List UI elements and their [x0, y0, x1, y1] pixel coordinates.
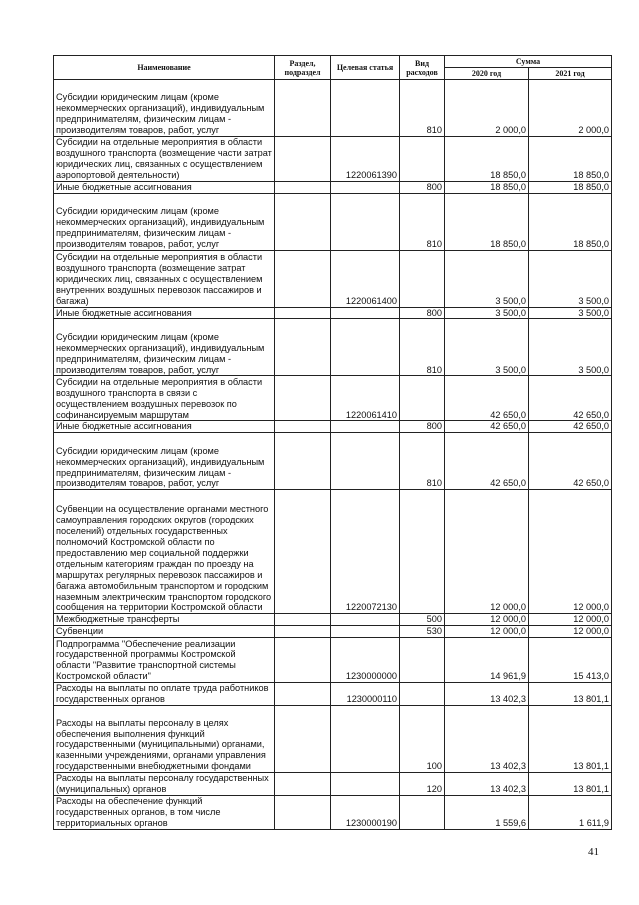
- table-row: [54, 319, 612, 376]
- table-row: [54, 706, 612, 773]
- header-name: Наименование: [54, 56, 275, 80]
- row-type-cell: 800: [400, 421, 445, 433]
- row-sum-2021-cell: 15 413,0: [529, 638, 612, 683]
- row-target-cell: [331, 193, 400, 250]
- row-sum-2021-cell: 42 650,0: [529, 376, 612, 421]
- row-sum-2021-cell: 42 650,0: [529, 433, 612, 490]
- row-type-cell: [400, 250, 445, 307]
- row-sum-2020-cell: 12 000,0: [445, 614, 529, 626]
- table-row: [54, 683, 612, 706]
- budget-table: [53, 55, 612, 830]
- row-sum-2021-cell: 12 000,0: [529, 490, 612, 614]
- table-row: [54, 773, 612, 796]
- row-sum-2021-cell: 42 650,0: [529, 421, 612, 433]
- row-section-cell: [275, 137, 331, 182]
- row-sum-2021-cell: 12 000,0: [529, 626, 612, 638]
- row-sum-2020-cell: 42 650,0: [445, 433, 529, 490]
- table-row: [54, 626, 612, 638]
- table-row: [54, 433, 612, 490]
- row-sum-2021-cell: 3 500,0: [529, 250, 612, 307]
- row-target-cell: [331, 626, 400, 638]
- table-row: [54, 796, 612, 830]
- header-year-2021: 2021 год: [529, 68, 612, 80]
- row-target-cell: [331, 421, 400, 433]
- table-row: [54, 80, 612, 137]
- table-row: [54, 490, 612, 614]
- table-row: [54, 193, 612, 250]
- row-sum-2020-cell: 18 850,0: [445, 193, 529, 250]
- row-name-cell: Иные бюджетные ассигнования: [54, 307, 275, 319]
- row-type-cell: 100: [400, 706, 445, 773]
- row-section-cell: [275, 706, 331, 773]
- row-type-cell: 810: [400, 80, 445, 137]
- row-section-cell: [275, 193, 331, 250]
- header-target: Целевая статья: [331, 56, 400, 80]
- row-sum-2020-cell: 42 650,0: [445, 421, 529, 433]
- row-sum-2020-cell: 2 000,0: [445, 80, 529, 137]
- table-row: [54, 181, 612, 193]
- row-name-cell: Субвенции на осуществление органами местного самоуправления городских округов (городских поселений) отдельных государственных полномочий Костромской области по предоставлению мер социальной поддержки отдельным категориям граждан по проезду на маршрутах регулярных перевозок пассажиров и багажа автомобильным транспортом и городским наземным электрическим транспортом городского сообщения на территории Костромской области: [54, 490, 275, 614]
- row-type-cell: [400, 490, 445, 614]
- page-number: 41: [588, 846, 599, 858]
- row-name-cell: Субсидии на отдельные мероприятия в области воздушного транспорта (возмещение затрат юридических лиц, связанных с осуществлением внутренних воздушных перевозок пассажиров и багажа): [54, 250, 275, 307]
- row-target-cell: 1230000000: [331, 638, 400, 683]
- header-section: Раздел, подраздел: [275, 56, 331, 80]
- row-sum-2020-cell: 42 650,0: [445, 376, 529, 421]
- row-name-cell: Субсидии юридическим лицам (кроме некоммерческих организаций), индивидуальным предпринимателям, физическим лицам - производителям товаров, работ, услуг: [54, 433, 275, 490]
- row-section-cell: [275, 626, 331, 638]
- row-section-cell: [275, 773, 331, 796]
- row-name-cell: Субсидии юридическим лицам (кроме некоммерческих организаций), индивидуальным предпринимателям, физическим лицам - производителям товаров, работ, услуг: [54, 193, 275, 250]
- row-section-cell: [275, 421, 331, 433]
- table-row: [54, 307, 612, 319]
- row-type-cell: 810: [400, 433, 445, 490]
- row-name-cell: Субсидии на отдельные мероприятия в области воздушного транспорта в связи с осуществлением воздушных перевозок по софинансируемым маршрутам: [54, 376, 275, 421]
- header-year-2020: 2020 год: [445, 68, 529, 80]
- row-sum-2020-cell: 13 402,3: [445, 706, 529, 773]
- row-sum-2021-cell: 13 801,1: [529, 706, 612, 773]
- row-name-cell: Расходы на выплаты по оплате труда работников государственных органов: [54, 683, 275, 706]
- row-target-cell: [331, 319, 400, 376]
- row-type-cell: [400, 638, 445, 683]
- row-sum-2021-cell: 3 500,0: [529, 307, 612, 319]
- row-target-cell: 1220061390: [331, 137, 400, 182]
- row-type-cell: 800: [400, 181, 445, 193]
- row-type-cell: 800: [400, 307, 445, 319]
- row-sum-2021-cell: 18 850,0: [529, 137, 612, 182]
- table-row: [54, 614, 612, 626]
- row-name-cell: Субсидии на отдельные мероприятия в области воздушного транспорта (возмещение части затрат юридических лиц, связанных с осуществлением аэропортовой деятельности): [54, 137, 275, 182]
- row-type-cell: [400, 376, 445, 421]
- row-sum-2020-cell: 12 000,0: [445, 490, 529, 614]
- row-target-cell: [331, 80, 400, 137]
- row-sum-2021-cell: 1 611,9: [529, 796, 612, 830]
- row-target-cell: 1230000190: [331, 796, 400, 830]
- row-section-cell: [275, 433, 331, 490]
- row-sum-2020-cell: 13 402,3: [445, 683, 529, 706]
- row-section-cell: [275, 307, 331, 319]
- table-row: [54, 638, 612, 683]
- row-section-cell: [275, 638, 331, 683]
- row-name-cell: Субсидии юридическим лицам (кроме некоммерческих организаций), индивидуальным предпринимателям, физическим лицам - производителям товаров, работ, услуг: [54, 80, 275, 137]
- row-sum-2021-cell: 13 801,1: [529, 683, 612, 706]
- row-sum-2021-cell: 13 801,1: [529, 773, 612, 796]
- row-sum-2020-cell: 18 850,0: [445, 137, 529, 182]
- row-type-cell: [400, 796, 445, 830]
- row-section-cell: [275, 376, 331, 421]
- row-name-cell: Субвенции: [54, 626, 275, 638]
- row-type-cell: [400, 137, 445, 182]
- row-sum-2020-cell: 14 961,9: [445, 638, 529, 683]
- table-row: [54, 137, 612, 182]
- row-sum-2020-cell: 18 850,0: [445, 181, 529, 193]
- row-sum-2020-cell: 3 500,0: [445, 250, 529, 307]
- row-section-cell: [275, 181, 331, 193]
- row-target-cell: 1230000110: [331, 683, 400, 706]
- row-sum-2020-cell: 13 402,3: [445, 773, 529, 796]
- row-name-cell: Подпрограмма "Обеспечение реализации государственной программы Костромской области "Развитие транспортной системы Костромской области": [54, 638, 275, 683]
- row-sum-2020-cell: 3 500,0: [445, 319, 529, 376]
- row-type-cell: 810: [400, 193, 445, 250]
- row-sum-2021-cell: 18 850,0: [529, 193, 612, 250]
- row-target-cell: [331, 614, 400, 626]
- row-target-cell: [331, 307, 400, 319]
- row-name-cell: Расходы на выплаты персоналу в целях обеспечения выполнения функций государственными (муниципальными) органами, казенными учреждениями, органами управления государственными внебюджетными фондами: [54, 706, 275, 773]
- row-name-cell: Расходы на выплаты персоналу государственных (муниципальных) органов: [54, 773, 275, 796]
- row-sum-2021-cell: 12 000,0: [529, 614, 612, 626]
- row-sum-2021-cell: 18 850,0: [529, 181, 612, 193]
- header-sum: Сумма: [445, 56, 612, 68]
- row-sum-2021-cell: 3 500,0: [529, 319, 612, 376]
- row-target-cell: [331, 181, 400, 193]
- row-sum-2020-cell: 1 559,6: [445, 796, 529, 830]
- row-target-cell: 1220072130: [331, 490, 400, 614]
- row-target-cell: 1220061400: [331, 250, 400, 307]
- row-section-cell: [275, 80, 331, 137]
- row-type-cell: 810: [400, 319, 445, 376]
- row-name-cell: Расходы на обеспечение функций государственных органов, в том числе территориальных органов: [54, 796, 275, 830]
- row-name-cell: Субсидии юридическим лицам (кроме некоммерческих организаций), индивидуальным предпринимателям, физическим лицам - производителям товаров, работ, услуг: [54, 319, 275, 376]
- table-row: [54, 421, 612, 433]
- row-type-cell: 120: [400, 773, 445, 796]
- row-section-cell: [275, 796, 331, 830]
- header-type: Вид расходов: [400, 56, 445, 80]
- row-section-cell: [275, 614, 331, 626]
- row-section-cell: [275, 250, 331, 307]
- row-target-cell: [331, 706, 400, 773]
- row-section-cell: [275, 490, 331, 614]
- row-target-cell: [331, 773, 400, 796]
- row-section-cell: [275, 319, 331, 376]
- row-section-cell: [275, 683, 331, 706]
- row-name-cell: Иные бюджетные ассигнования: [54, 421, 275, 433]
- row-sum-2020-cell: 12 000,0: [445, 626, 529, 638]
- row-sum-2021-cell: 2 000,0: [529, 80, 612, 137]
- row-target-cell: 1220061410: [331, 376, 400, 421]
- row-target-cell: [331, 433, 400, 490]
- row-type-cell: [400, 683, 445, 706]
- row-name-cell: Межбюджетные трансферты: [54, 614, 275, 626]
- table-row: [54, 250, 612, 307]
- row-sum-2020-cell: 3 500,0: [445, 307, 529, 319]
- row-type-cell: 530: [400, 626, 445, 638]
- table-row: [54, 376, 612, 421]
- row-type-cell: 500: [400, 614, 445, 626]
- row-name-cell: Иные бюджетные ассигнования: [54, 181, 275, 193]
